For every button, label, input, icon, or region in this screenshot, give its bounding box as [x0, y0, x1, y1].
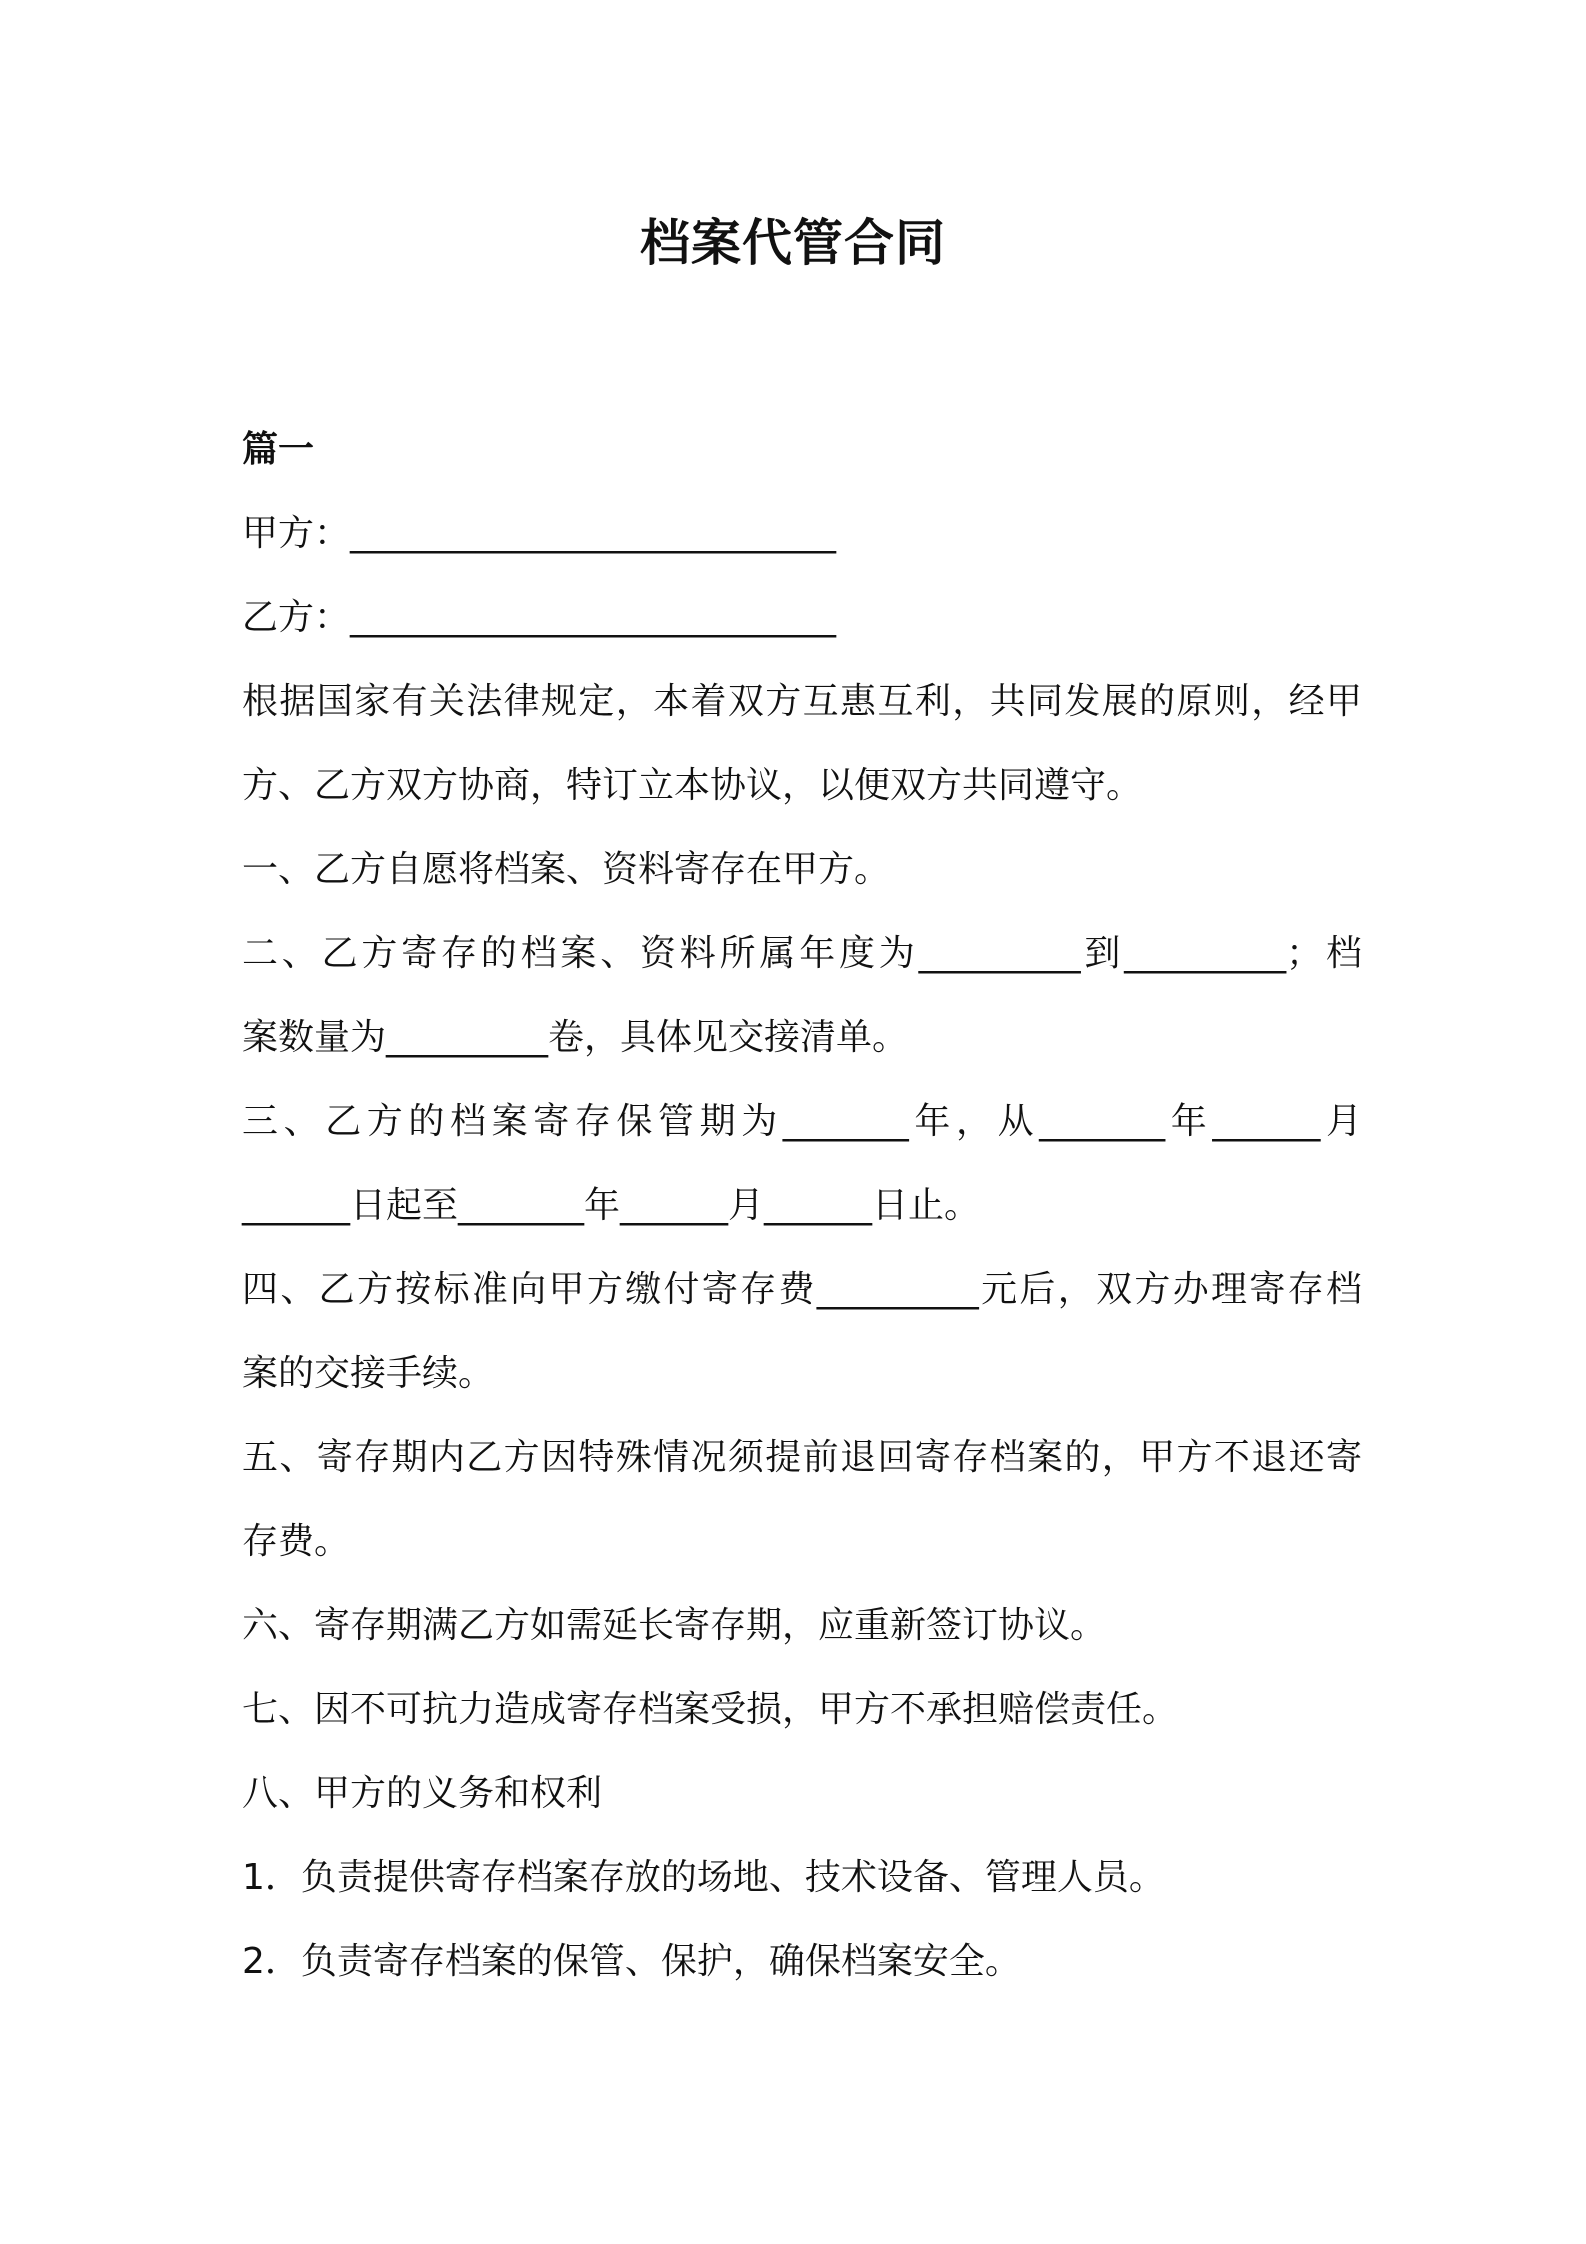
clause-1: 一、乙方自愿将档案、资料寄存在甲方。 [242, 849, 891, 890]
clause-8-heading: 八、甲方的义务和权利 [242, 1773, 603, 1814]
clause-8-item-1: 1．负责提供寄存档案存放的场地、技术设备、管理人员。 [242, 1857, 1165, 1898]
clause-6: 六、寄存期满乙方如需延长寄存期，应重新签订协议。 [242, 1605, 1107, 1646]
clause-5-line-2: 存费。 [242, 1521, 351, 1562]
document-body [242, 408, 1362, 2004]
clause-4-line-1: 四、乙方按标准向甲方缴付寄存费_________元后，双方办理寄存档 [242, 1269, 1362, 1310]
document-title: 档案代管合同 [640, 214, 946, 272]
party-a-line: 甲方：___________________________ [242, 513, 837, 554]
clause-8-item-2: 2．负责寄存档案的保管、保护，确保档案安全。 [242, 1941, 1021, 1982]
preamble-line-2: 方、乙方双方协商，特订立本协议，以便双方共同遵守。 [242, 765, 1143, 806]
clause-7: 七、因不可抗力造成寄存档案受损，甲方不承担赔偿责任。 [242, 1689, 1179, 1730]
clause-3-line-2: ______日起至_______年______月______日止。 [242, 1185, 981, 1226]
clause-4-line-2: 案的交接手续。 [242, 1353, 495, 1394]
party-b-line: 乙方：___________________________ [242, 597, 837, 638]
clause-2-line-2: 案数量为_________卷，具体见交接清单。 [242, 1017, 909, 1058]
clause-2-line-1: 二、乙方寄存的档案、资料所属年度为_________到_________；档 [242, 933, 1362, 974]
section-heading: 篇一 [242, 429, 315, 470]
clause-5-line-1: 五、寄存期内乙方因特殊情况须提前退回寄存档案的，甲方不退还寄 [242, 1437, 1362, 1478]
clause-3-line-1: 三、乙方的档案寄存保管期为_______年，从_______年______月 [242, 1101, 1362, 1142]
preamble-line-1: 根据国家有关法律规定，本着双方互惠互利，共同发展的原则，经甲 [242, 681, 1362, 722]
